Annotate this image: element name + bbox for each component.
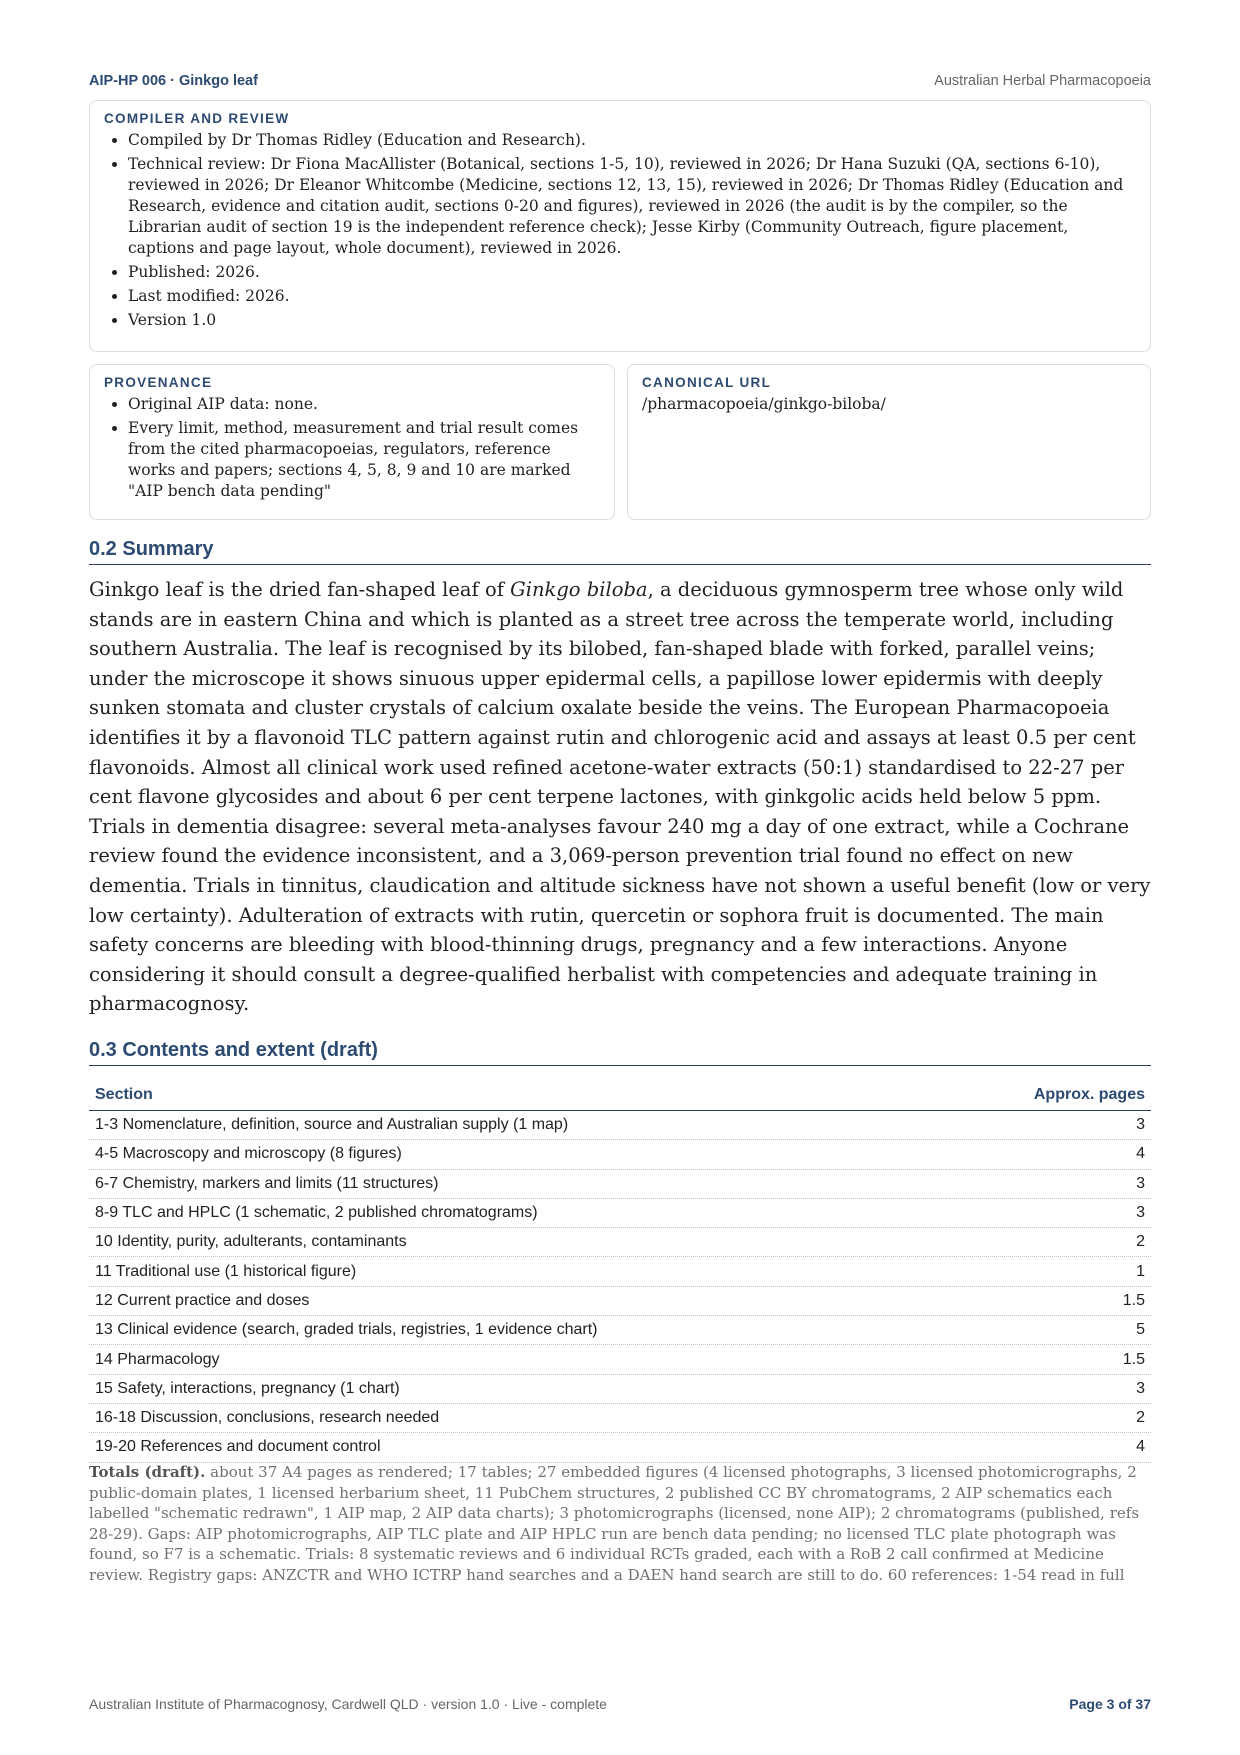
card-title: COMPILER AND REVIEW <box>104 111 290 126</box>
pages-cell: 1.5 <box>946 1286 1151 1315</box>
section-cell: 13 Clinical evidence (search, graded trials, registries, 1 evidence chart) <box>89 1316 946 1345</box>
list-item: • Published: 2026. <box>128 262 1136 283</box>
section-cell: 6-7 Chemistry, markers and limits (11 structures) <box>89 1169 946 1198</box>
list-item: • Every limit, method, measurement and trial result comes from the cited pharmacopoeias, regulators, reference works and papers; sections 4, 5, 8, 9 and 10 are marked "AIP bench data pending" <box>128 418 600 502</box>
list-item: • Compiled by Dr Thomas Ridley (Education and Research). <box>128 130 1136 151</box>
compiler-review-list <box>104 130 1136 331</box>
publication-name: Australian Herbal Pharmacopoeia <box>934 73 1151 89</box>
table-row <box>89 1345 1151 1374</box>
summary-text-start: Ginkgo leaf is the dried fan-shaped leaf of <box>89 578 511 601</box>
table-row <box>89 1433 1151 1462</box>
section-cell: 8-9 TLC and HPLC (1 schematic, 2 published chromatograms) <box>89 1198 946 1227</box>
section-cell: 11 Traditional use (1 historical figure) <box>89 1257 946 1286</box>
table-row <box>89 1228 1151 1257</box>
table-row <box>89 1286 1151 1315</box>
list-item: • Technical review: Dr Fiona MacAllister (Botanical, sections 1-5, 10), reviewed in 2026; Dr Hana Suzuki (QA, sections 6-10), reviewed in 2026; Dr Eleanor Whitcombe (Medicine, sections 12, 13, 15), reviewed in 2026; Dr Thomas Ridley (Education and Research, evidence and citation audit, sections 0-20 and figures), reviewed in 2026 (the audit is by the compiler, so the Librarian audit of section 19 is the independent reference check); Jesse Kirby (Community Outreach, figure placement, captions and page layout, whole document), reviewed in 2026. <box>128 154 1136 259</box>
footer-institute: Australian Institute of Pharmacognosy, Cardwell QLD · version 1.0 · Live - complete <box>89 1696 607 1712</box>
totals-text: about 37 A4 pages as rendered; 17 tables; 27 embedded figures (4 licensed photographs, 3 licensed photomicrographs, 2 public-domain plates, 1 licensed herbarium sheet, 11 PubChem structures, 2 published CC BY chromatograms, 2 AIP schematics each labelled "schematic redrawn", 1 AIP map, 2 AIP data charts); 3 photomicrographs (licensed, none AIP); 2 chromatograms (published, refs 28-29). Gaps: AIP photomicrographs, AIP TLC plate and AIP HPLC run are bench data pending; no licensed TLC plate photograph was found, so F7 is a schematic. Trials: 8 systematic reviews and 6 individual RCTs graded, each with a RoB 2 call confirmed at Medicine review. Registry gaps: ANZCTR and WHO ICTRP hand searches and a DAEN hand search are still to do. 60 references: 1-54 read in full <box>89 1463 1140 1584</box>
pages-cell: 3 <box>946 1198 1151 1227</box>
summary-heading: 0.2 Summary <box>89 538 1151 565</box>
pages-cell: 3 <box>946 1374 1151 1403</box>
section-cell: 15 Safety, interactions, pregnancy (1 chart) <box>89 1374 946 1403</box>
contents-table <box>89 1080 1151 1463</box>
table-row <box>89 1374 1151 1403</box>
table-row <box>89 1198 1151 1227</box>
provenance-card <box>89 364 615 520</box>
section-cell: 12 Current practice and doses <box>89 1286 946 1315</box>
pages-cell: 4 <box>946 1433 1151 1462</box>
list-item: • Last modified: 2026. <box>128 286 1136 307</box>
pages-cell: 2 <box>946 1228 1151 1257</box>
species-name: Ginkgo biloba <box>510 578 648 601</box>
summary-paragraph <box>89 575 1151 1019</box>
canonical-url: /pharmacopoeia/ginkgo-biloba/ <box>642 395 886 413</box>
page-header <box>89 70 1151 92</box>
canonical-url-card <box>627 364 1151 520</box>
table-row <box>89 1169 1151 1198</box>
pages-cell: 1 <box>946 1257 1151 1286</box>
section-cell: 4-5 Macroscopy and microscopy (8 figures) <box>89 1140 946 1169</box>
summary-text-rest: , a deciduous gymnosperm tree whose only wild stands are in eastern China and which is planted as a street tree across the temperate world, including southern Australia. The leaf is recognised by its bilobed, fan-shaped blade with forked, parallel veins; under the microscope it shows sinuous upper epidermal cells, a papillose lower epidermis with deeply sunken stomata and cluster crystals of calcium oxalate beside the veins. The European Pharmacopoeia identifies it by a flavonoid TLC pattern against rutin and chlorogenic acid and assays at least 0.5 per cent flavonoids. Almost all clinical work used refined acetone-water extracts (50:1) standardised to 22-27 per cent flavone glycosides and about 6 per cent terpene lactones, with ginkgolic acids held below 5 ppm. Trials in dementia disagree: several meta-analyses favour 240 mg a day of one extract, while a Cochrane review found the evidence inconsistent, and a 3,069-person prevention trial found no effect on new dementia. Trials in tinnitus, claudication and altitude sickness have not shown a useful benefit (low or very low certainty). Adulteration of extracts with rutin, quercetin or sophora fruit is documented. The main safety concerns are bleeding with blood-thinning drugs, pregnancy and a few interactions. Anyone considering it should consult a degree-qualified herbalist with competencies and adequate training in pharmacognosy. <box>89 578 1151 1016</box>
table-row <box>89 1403 1151 1432</box>
table-row <box>89 1316 1151 1345</box>
card-title: CANONICAL URL <box>642 375 772 390</box>
totals-label: Totals (draft). <box>89 1463 206 1481</box>
table-row <box>89 1257 1151 1286</box>
section-cell: 1-3 Nomenclature, definition, source and Australian supply (1 map) <box>89 1111 946 1140</box>
compiler-review-card <box>89 100 1151 352</box>
pages-cell: 1.5 <box>946 1345 1151 1374</box>
card-title: PROVENANCE <box>104 375 213 390</box>
provenance-list <box>104 394 600 502</box>
column-header-section: Section <box>89 1080 946 1111</box>
table-row <box>89 1140 1151 1169</box>
pages-cell: 5 <box>946 1316 1151 1345</box>
page-footer <box>89 1693 1151 1715</box>
section-cell: 10 Identity, purity, adulterants, contaminants <box>89 1228 946 1257</box>
list-item: • Version 1.0 <box>128 310 1136 331</box>
table-header-row <box>89 1080 1151 1111</box>
table-row <box>89 1111 1151 1140</box>
pages-cell: 4 <box>946 1140 1151 1169</box>
page-number: Page 3 of 37 <box>1069 1696 1151 1712</box>
list-item: • Original AIP data: none. <box>128 394 600 415</box>
pages-cell: 3 <box>946 1111 1151 1140</box>
document-id: AIP-HP 006 · Ginkgo leaf <box>89 73 258 89</box>
section-cell: 19-20 References and document control <box>89 1433 946 1462</box>
totals-note <box>89 1462 1151 1585</box>
section-cell: 14 Pharmacology <box>89 1345 946 1374</box>
pages-cell: 3 <box>946 1169 1151 1198</box>
section-cell: 16-18 Discussion, conclusions, research needed <box>89 1403 946 1432</box>
contents-heading: 0.3 Contents and extent (draft) <box>89 1039 1151 1066</box>
pages-cell: 2 <box>946 1403 1151 1432</box>
column-header-pages: Approx. pages <box>946 1080 1151 1111</box>
